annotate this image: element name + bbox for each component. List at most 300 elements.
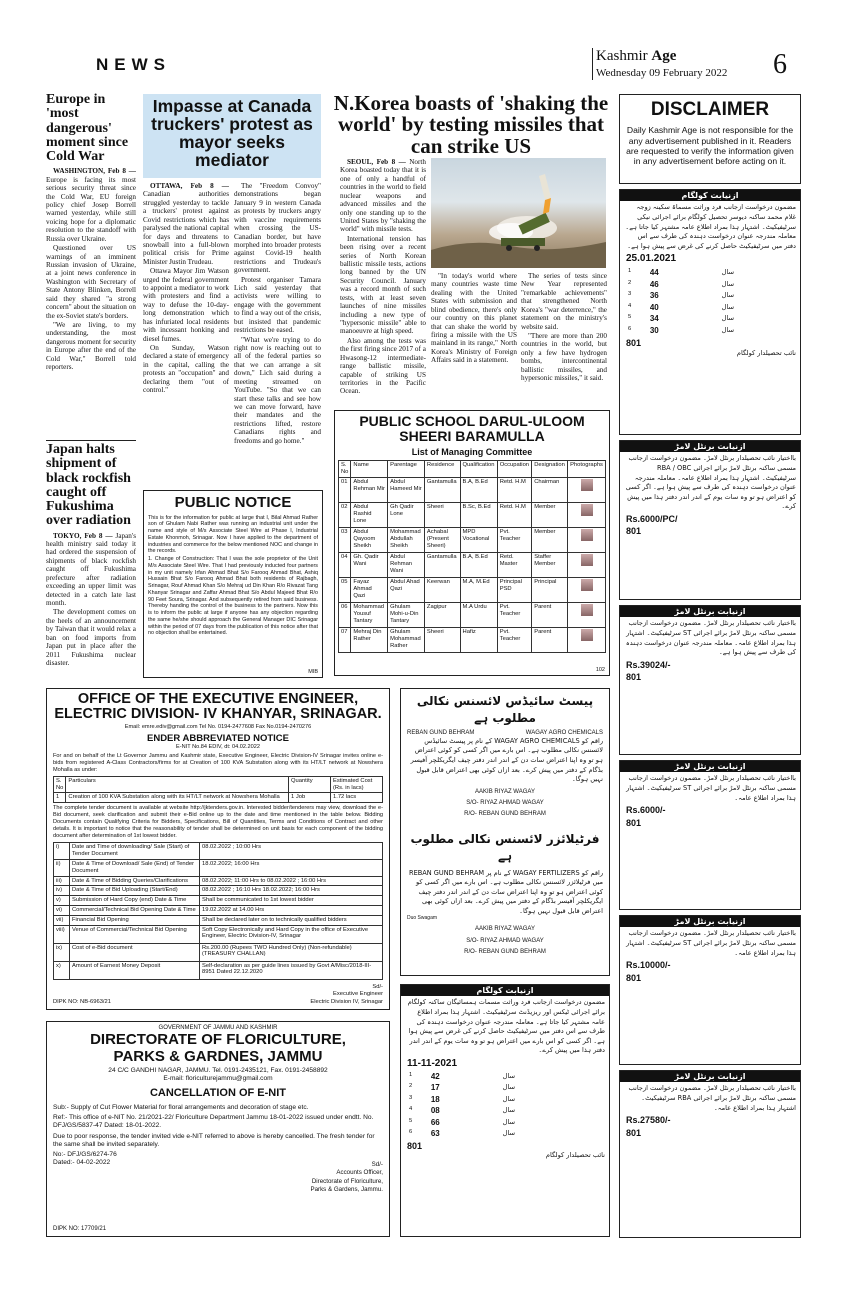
photo-cell <box>568 503 606 528</box>
canada-p6: "What we're trying to do right now is reaching out to all of the federal parties so that we can arrange a sit down," Lich said during a meeting streamed on YouTube. "So that we can start these talks and see how we can move forward, have their mandates and the restrictions lifted, restore Canadians rights and freedoms and go home." <box>234 335 321 445</box>
table-row <box>54 886 383 896</box>
cell: 5 <box>628 314 632 321</box>
korea-p1: North Korea boasted today that it is one of only a handful of countries in the world to field nuclear weapons and advanced missiles and the only one standing up to the United States by "shaking the world" with missile tests. <box>340 158 426 234</box>
floriculture-ad <box>46 1021 390 1237</box>
school-subtitle: List of Managing Committee <box>411 446 533 457</box>
cell: Achabal (Present Sheeri) <box>424 528 460 553</box>
cell: Amount of Earnest Money Deposit <box>70 961 200 979</box>
japan-headline: Japan halts shipment of black rockfish caught off Fukushima over radiation <box>46 442 131 529</box>
table-row <box>339 603 606 628</box>
public-notice-body: This is for the information for public at large that I, Bilal Ahmad Rather son of Ghulam Nabi Rather was running an industrial unit under the name and style of M/s Associate Steel Wire at Phase I, Industrial Estate Khonmoh, Srinagar. Now I have applied to the department of industries and commerce for the below mentioned NOC and change in the records. <box>148 514 318 555</box>
table-row <box>626 290 736 302</box>
floriculture-no: No:- DFJ/GS/6274-76 <box>53 1151 117 1159</box>
cell: Pvt. Teacher <box>497 603 532 628</box>
cell: ix) <box>54 943 70 961</box>
table-row <box>626 302 736 314</box>
notice-number: 801 <box>626 817 642 828</box>
pesticide-firm-line <box>407 730 603 737</box>
engineer-contact: Email: emre.ediv@gmail.com Tel No. 0194-2477608 Fax No.0194-2470276 <box>124 724 312 731</box>
cell: Principal PSD <box>497 578 532 603</box>
canada-p2: Ottawa Mayor Jim Watson urged the federal government to appoint a mediator to work with protesters and find a way to defuse the 10-day-long demonstration which has infuriated local residents with incessant honking and diesel fumes. <box>143 267 229 343</box>
cell: Sheeri <box>424 503 460 528</box>
cell: x) <box>54 961 70 979</box>
cell: سال <box>721 279 734 288</box>
cell: v) <box>54 896 70 906</box>
cell: Mohammad Abdullah Sheikh <box>388 528 425 553</box>
table-row <box>54 961 383 979</box>
cell: B.A, B.Ed <box>460 478 497 503</box>
table-row <box>339 478 606 503</box>
cell: viii) <box>54 925 70 943</box>
notice-body: بااختیار نائب تحصیلدار برنٹل لامڑ۔ مضمون درخواست ازجانب مسمی ساکنہ برنٹل لامڑ برائے اجرائی ST سرٹیفیکیٹ۔ اشتہار ہذا بمراد اطلاع عامہ۔ معاملہ مندرجہ عنوان درخواست دہندہ کی طرف سے پیش ہوا ہے۔ <box>625 619 796 657</box>
cell: 1 Job <box>289 793 331 803</box>
cell: Mohammad Yousuf Tantary <box>351 603 388 628</box>
korea-p3: Also among the tests was the first firing since 2017 of a Hwasong-12 intermediate-range ballistic missile, capable of striking US territories in the Pacific Ocean. <box>340 336 426 396</box>
cell: 06 <box>339 603 351 628</box>
japan-dateline: TOKYO, Feb 8 — <box>53 531 113 540</box>
notice-number: 801 <box>626 526 642 537</box>
public-notice-code: MIB <box>308 668 318 675</box>
logo-age: Age <box>651 48 677 64</box>
cell: 6 <box>628 325 632 332</box>
cell: ii) <box>54 859 70 876</box>
cell: Pvt. Teacher <box>497 528 532 553</box>
applicant-name: AAKIB RIYAZ WAGAY <box>475 926 535 933</box>
photo-cell <box>568 578 606 603</box>
cell: سال <box>502 1083 515 1092</box>
canada-p1: Canadian authorities struggled yesterday to tackle a truckers' protest against Covid restrictions which has paralysed the national capital for days and threatens to snowball into a full-blown political crisis for Prime Minister Justin Trudeau. <box>143 190 229 266</box>
cell: 1.72 lacs <box>331 793 383 803</box>
korea-dateline: SEOUL, Feb 8 — <box>347 158 406 166</box>
section-label: NEWS <box>96 55 171 74</box>
cell: Soft Copy Electronically and Hard Copy in the office of Executive Engineer, Electric Division-IV, Srinagar <box>200 925 383 943</box>
floriculture-dated: Dated:- 04-02-2022 <box>53 1159 111 1167</box>
pesticide-body: راقم کو WAGAY AGRO CHEMICALS کے نام پر پیسٹ سائیڈس لائسنس نکالی مطلوب ہے۔ اس بارے میں اگر کسی کو کوئی اعتراض ہو تو وہ اپنا اعتراض سات دن کے اندر اندر دفتر چیف ایگریکلچر آفیسر بڈگام کے دفتر میں پیش کرے۔ بعد ازاں کوئی بھی اعتراض قابل قبول نہیں ہوگا۔ <box>410 736 603 784</box>
cell: Parent <box>532 628 568 653</box>
photo-cell <box>568 628 606 653</box>
member-photo <box>581 554 593 566</box>
table-row <box>626 325 736 337</box>
cell: B.Sc, B.Ed <box>460 503 497 528</box>
europe-p2: Questioned over US warnings of an imminent Russian invasion of Ukraine, at a joint news conference in Washington with Secretary of State Antony Blinken, Borrell said they shared "a strong concern" about the situation on the ex-Soviet state's borders. <box>46 244 136 320</box>
cell: vi) <box>54 905 70 915</box>
japan-body <box>46 532 136 668</box>
cell: 42 <box>430 1071 440 1081</box>
table-row <box>339 578 606 603</box>
korea-headline: N.Korea boasts of 'shaking the world' by testing missiles that can strike US <box>333 91 609 158</box>
table-row <box>54 859 383 876</box>
signature-line: Directorate of Floriculture, <box>311 1177 383 1185</box>
engineer-intro: For and on behalf of the Lt Governor Jammu and Kashmir state, Executive Engineer, Electric Division-IV Srinagar invites online e-bids from registered A-Class Contractors/firms for at Creation of 100 KVA Substation along with its HT/LT network at Nowshera Mohalla as under: <box>53 752 383 773</box>
cell: Date & Time of Bidding Queries/Clarifications <box>70 876 200 886</box>
cell: 30 <box>649 325 659 335</box>
member-photo <box>581 604 593 616</box>
notice-amount: Rs.6000/PC/ <box>626 513 678 524</box>
floriculture-address: 24 C/C GANDHI NAGAR, JAMMU. Tel. 0191-2435121, Fax. 0191-2458892 <box>108 1067 328 1075</box>
notice-heading: ازنیابت کولگام <box>401 985 609 996</box>
divider <box>46 440 136 441</box>
engineer-item-table <box>53 776 383 803</box>
notice-heading: ازنیابت برنٹل لامڑ <box>620 441 800 452</box>
cell: B.A, B.Ed <box>460 553 497 578</box>
applicant-parent: S/O- RIYAZ AHMAD WAGAY <box>466 937 544 944</box>
canada-p5: Protest organiser Tamara Lich said yesterday that activists were willing to engage with the government to find a way out of the crisis, but insisted that pandemic restrictions be eased. <box>234 275 321 335</box>
missile-photo <box>431 158 606 268</box>
notice-body: بااختیار نائب تحصیلدار برنٹل لامڑ۔ مضمون درخواست ازجانب مسمی ساکنہ برنٹل لامڑ برائے اجرائی RBA / OBC سرٹیفیکیٹ۔ اشتہار ہذا بمراد اطلاع عامہ۔ معاملہ مندرجہ عنوان درخواست دہندہ کی طرف سے پیش ہوا ہے۔ اگر کسی کو اعتراض ہو تو وہ سات یوم کے اندر اندر دفتر ہذا میں پیش کرے۔ <box>625 454 796 511</box>
cell: Commercial/Technical Bid Opening Date & Time <box>70 905 200 915</box>
cell: سال <box>502 1071 515 1080</box>
col-header: S. No <box>339 461 351 478</box>
table-row <box>54 776 383 793</box>
table-row <box>626 313 736 325</box>
pesticide-applicant <box>407 787 603 821</box>
table-row <box>54 896 383 906</box>
cell: Retd. Master <box>497 553 532 578</box>
engineer-title-2: ELECTRIC DIVISION- IV KHANYAR, SRINAGAR. <box>54 706 382 723</box>
korea-col3 <box>521 272 607 400</box>
floriculture-sub: Sub:- Supply of Cut Flower Material for floral arrangements and decoration of stage etc. <box>53 1103 309 1111</box>
korea-p4: "In today's world where many countries waste time dealing with the United States with submission and blind obedience, there's only our country on this planet that can shake the world by firing a missile with the US mainland in its range," North Korea's Ministry of Foreign Affairs said in a statement. <box>431 272 517 365</box>
cell: 04 <box>339 553 351 578</box>
cell: 6 <box>409 1129 413 1136</box>
cell: سال <box>502 1117 515 1126</box>
signature-line: Accounts Officer, <box>336 1169 383 1177</box>
notice-amount: Rs.10000/- <box>626 960 671 971</box>
age-table <box>626 267 736 336</box>
school-title-1: PUBLIC SCHOOL DARUL-ULOOM <box>359 413 585 429</box>
table-row <box>54 943 383 961</box>
cell: 2 <box>628 279 632 286</box>
notice-number: 801 <box>626 338 642 349</box>
applicant-name: AAKIB RIYAZ WAGAY <box>475 788 535 795</box>
masthead-divider <box>592 48 593 80</box>
cell: 17 <box>430 1083 440 1093</box>
engineer-schedule-table <box>53 842 383 979</box>
canada-col1 <box>143 182 229 480</box>
floriculture-ref: Ref:- This office of e-NIT No. 21/2021-22/ Floriculture Department Jammu 18-01-2022 issued under endtt. No. DFJ/GS/5837-47 Dated: 18-01-2022. <box>53 1114 374 1130</box>
cell: 05 <box>339 578 351 603</box>
cell: 4 <box>628 302 632 309</box>
cell: 3 <box>628 291 632 298</box>
cell: Abdul Rashid Lone <box>351 503 388 528</box>
member-photo <box>581 529 593 541</box>
notice-number: 801 <box>626 1127 642 1138</box>
cell: 1 <box>628 267 632 274</box>
table-row <box>626 279 736 291</box>
signature-line: Parks & Gardens, Jammu. <box>310 1186 383 1194</box>
table-row <box>407 1094 517 1106</box>
notice-amount: Rs.39024/- <box>626 659 671 670</box>
table-row <box>626 267 736 279</box>
korea-story <box>330 93 612 157</box>
engineer-nit: E-NIT No.84 EDIV, dt: 04.02.2022 <box>176 744 260 751</box>
pesticide-place: REBAN GUND BEHRAM <box>407 729 475 736</box>
col-header: Name <box>351 461 388 478</box>
col-header: Estimated Cost (Rs. in lacs) <box>331 776 383 793</box>
cell: 07 <box>339 628 351 653</box>
committee-header-row <box>339 461 606 478</box>
cell: Sheeri <box>424 628 460 653</box>
fertilizer-body: راقم کو WAGAY FERTILIZERS کے نام پر REBAN GUND BEHRAM میں فرٹیلائزر لائسنس نکالی مطلوب ہے۔ اس بارے میں اگر کسی کو کوئی اعتراض ہو تو وہ اپنا اعتراض سات دن کے اندر اندر دفتر چیف ایگریکلچر آفیسر بڈگام کے دفتر میں پیش کرے۔ بعد ازاں کوئی بھی اعتراض قابل قبول نہیں ہوگا۔ <box>409 868 603 915</box>
public-notice-title: PUBLIC NOTICE <box>174 494 292 511</box>
notice-date: 25.01.2021 <box>626 253 677 265</box>
urdu-notice-lamar-3 <box>619 760 801 910</box>
pesticide-title: پیسٹ سائیڈس لائسنس نکالی مطلوب ہے <box>416 694 594 726</box>
table-row <box>407 1105 517 1117</box>
table-row <box>54 843 383 860</box>
canada-headline-box <box>143 94 321 178</box>
floriculture-title-1: DIRECTORATE OF FLORICULTURE, <box>90 1031 346 1049</box>
col-header: Photographs <box>568 461 606 478</box>
cell: سال <box>721 267 734 276</box>
cell: Date & Time of Download/ Sale (End) of Tender Document <box>70 859 200 876</box>
cell: سال <box>721 302 734 311</box>
notice-body: بااختیار نائب تحصیلدار برنٹل لامڑ۔ مضمون درخواست ازجانب مسمی ساکنہ برنٹل لامڑ برائے اجرائی ST سرٹیفیکیٹ۔ اشتہار ہذا بمراد اطلاع عامہ۔ <box>626 774 796 802</box>
notice-amount: Rs.27580/- <box>626 1115 671 1126</box>
cell: i) <box>54 843 70 860</box>
notice-number: 801 <box>626 972 642 983</box>
col-header: Designation <box>532 461 568 478</box>
canada-p3: On Sunday, Watson declared a state of emergency in the capital, calling the protests an "occupation" and declaring them "out of control." <box>143 344 229 395</box>
cell: 34 <box>649 314 659 324</box>
fertilizer-title: فرٹیلائزر لائسنس نکالی مطلوب ہے <box>410 831 600 864</box>
cell: vii) <box>54 915 70 925</box>
europe-headline: Europe in 'most dangerous' moment since Cold War <box>46 92 129 165</box>
cell: Ghulam Mohi-u-Din Tantary <box>388 603 425 628</box>
masthead-date: Wednesday 09 February 2022 <box>596 67 728 79</box>
cell: Financial Bid Opening <box>70 915 200 925</box>
cell: Pvt. Teacher <box>497 628 532 653</box>
table-row <box>54 876 383 886</box>
col-header: S. No <box>54 776 66 793</box>
cell: 1 <box>54 793 66 803</box>
fertilizer-applicant <box>407 924 603 958</box>
japan-p2: The development comes on the heels of an announcement by Taiwan that it would relax a ban on food imports from Japan put in place after the 2011 Fukushima nuclear disaster. <box>46 608 136 667</box>
cell: 4 <box>409 1106 413 1113</box>
cell: Cost of e-Bid document <box>70 943 200 961</box>
member-photo <box>581 629 593 641</box>
member-photo <box>581 504 593 516</box>
cell: MPD Vocational <box>460 528 497 553</box>
table-row <box>339 528 606 553</box>
canada-dateline: OTTAWA, Feb 8 — <box>150 182 229 190</box>
notice-heading: ازنیابت کولگام <box>620 190 800 201</box>
table-row <box>54 905 383 915</box>
cell: Parent <box>532 603 568 628</box>
table-row <box>339 628 606 653</box>
cell: Abdul Rehman Wani <box>388 553 425 578</box>
urdu-notice-kulgam-2 <box>400 984 610 1237</box>
cell: سال <box>721 314 734 323</box>
member-photo <box>581 479 593 491</box>
engineer-title-1: OFFICE OF THE EXECUTIVE ENGINEER, <box>77 691 359 707</box>
cell: Date & Time of Bid Uploading (Start/End) <box>70 886 200 896</box>
cell: 3 <box>409 1094 413 1101</box>
cell: 08.02.2022; 11:00 Hrs to 08.02.2022 ; 16:00 Hrs <box>200 876 383 886</box>
page-number: 6 <box>773 49 787 80</box>
floriculture-email: E-mail: floriculturejammu@gmail.com <box>163 1074 273 1082</box>
cell: Member <box>532 503 568 528</box>
cell: Chairman <box>532 478 568 503</box>
cell: 19.02.2022 at 14.00 Hrs <box>200 905 383 915</box>
cell: 66 <box>430 1117 440 1127</box>
applicant-parent: S/O- RIYAZ AHMAD WAGAY <box>466 799 544 806</box>
floriculture-dipk: DIPK NO: 17709/21 <box>53 1225 107 1232</box>
disclaimer-body: Daily Kashmir Age is not responsible for the any advertisement published in it. Readers are requested to verify the information given in any advertisement before acting on it. <box>626 125 794 167</box>
fertilizer-label: Duo Swagam <box>407 915 438 922</box>
masthead-logo <box>596 48 676 66</box>
notice-heading: ازنیابت برنٹل لامڑ <box>620 916 800 927</box>
table-row <box>407 1128 517 1140</box>
cell: 40 <box>649 302 659 312</box>
table-row <box>339 503 606 528</box>
table-row <box>54 793 383 803</box>
pesticide-firm: WAGAY AGRO CHEMICALS <box>525 729 603 736</box>
applicant-residence: R/O- REBAN GUND BEHRAM <box>464 811 546 818</box>
col-header: Parentage <box>388 461 425 478</box>
signature-line: Sd/- <box>372 983 383 990</box>
cell: Submission of Hard Copy (end) Date & Time <box>70 896 200 906</box>
cell: 18.02.2022; 16:00 Hrs <box>200 859 383 876</box>
cell: Principal <box>532 578 568 603</box>
cell: 63 <box>430 1129 440 1139</box>
cell: 46 <box>649 279 659 289</box>
cell: Abdul Ahad Qazi <box>388 578 425 603</box>
cell: 01 <box>339 478 351 503</box>
signature-line: Executive Engineer <box>333 991 383 998</box>
notice-signature: نائب تحصیلدار کولگام <box>736 348 796 357</box>
notice-heading: ازنیابت برنٹل لامڑ <box>620 761 800 772</box>
table-row <box>407 1082 517 1094</box>
cell: Abdul Rehman Mir <box>351 478 388 503</box>
cell: Shall be communicated to 1st lowest bidder <box>200 896 383 906</box>
photo-cell <box>568 478 606 503</box>
license-ads <box>400 688 610 976</box>
cell: Fayaz Ahmad Qazi <box>351 578 388 603</box>
cell: سال <box>721 325 734 334</box>
canada-headline: Impasse at Canada truckers' protest as mayor seeks mediator <box>151 96 313 170</box>
floriculture-body: Due to poor response, the tender invited vide e-NIT referred to above is hereby cancelled. The fresh tender for the same shall be invited separately. <box>53 1132 375 1148</box>
member-photo <box>581 579 593 591</box>
engineer-dipk: DIPK NO: NB-6963/21 <box>53 999 111 1006</box>
urdu-notice-lamar-1 <box>619 440 801 600</box>
cell: 03 <box>339 528 351 553</box>
cell: Gh. Qadir Wani <box>351 553 388 578</box>
age-table <box>407 1071 517 1140</box>
cell: Retd. H.M <box>497 503 532 528</box>
europe-body <box>46 167 136 371</box>
photo-cell <box>568 603 606 628</box>
cell: M.A Urdu <box>460 603 497 628</box>
school-title-2: SHEERI BARAMULLA <box>399 428 545 445</box>
floriculture-heading: CANCELLATION OF E-NIT <box>149 1086 287 1099</box>
korea-p6: "There are more than 200 countries in the world, but only a few have hydrogen bombs, intercontinental ballistic missiles, and hypersonic missiles," it said. <box>521 331 607 383</box>
committee-table <box>338 460 606 653</box>
floriculture-gov: GOVERNMENT OF JAMMU AND KASHMIR <box>158 1025 278 1031</box>
cell: Zagipur <box>424 603 460 628</box>
cell: 36 <box>649 291 659 301</box>
cell: سال <box>502 1106 515 1115</box>
signature-line: Sd/- <box>371 1160 383 1168</box>
notice-body: بااختیار نائب تحصیلدار برنٹل لامڑ۔ مضمون درخواست ازجانب مسمی ساکنہ برنٹل لامڑ برائے اجرائی ST سرٹیفیکیٹ۔ اشتہار ہذا بمراد اطلاع عامہ۔ <box>626 929 796 957</box>
notice-number: 801 <box>626 672 642 683</box>
photo-cell <box>568 553 606 578</box>
missile-launch-image <box>431 158 606 268</box>
table-row <box>407 1071 517 1083</box>
disclaimer-box <box>619 94 801 184</box>
table-row <box>339 553 606 578</box>
col-header: Quantity <box>289 776 331 793</box>
notice-amount: Rs.6000/- <box>626 805 666 816</box>
korea-col1 <box>340 158 426 398</box>
notice-number: 801 <box>407 1140 423 1151</box>
canada-p4: The "Freedom Convoy" demonstrations began January 9 in western Canada as protests by truckers angry with vaccine requirements when crossing the US-Canadian border, but have morphed into broader protests against Covid-19 health restrictions and Trudeau's government. <box>234 182 321 275</box>
urdu-notice-lamar-4 <box>619 915 801 1065</box>
urdu-notice-lamar-5 <box>619 1070 801 1238</box>
table-row <box>407 1117 517 1129</box>
cell: Ghulam Mohammad Rather <box>388 628 425 653</box>
cell: 02 <box>339 503 351 528</box>
korea-col2 <box>431 272 517 400</box>
notice-heading: ازنیابت برنٹل لامڑ <box>620 606 800 617</box>
table-row <box>54 925 383 943</box>
korea-p5: The series of tests since New Year represented "remarkable achievements" that strengthened North Korea's "war deterrence," the statement on the ministry's website said. <box>521 272 607 331</box>
canada-col2 <box>234 182 321 480</box>
school-ad-code: 102 <box>595 666 605 673</box>
korea-p2: International tension has been rising over a recent series of North Korean ballistic missile tests, actions long banned by the UN Security Council. January was a record month of such tests, with at least seven launches of nine missiles including a new type of "hypersonic missile" able to manoeuvre at high speed. <box>340 234 426 336</box>
cell: Staffer Member <box>532 553 568 578</box>
table-row <box>54 915 383 925</box>
cell: Gantamulla <box>424 478 460 503</box>
cell: 08.02.2022 ; 10:00 Hrs <box>200 843 383 860</box>
europe-story <box>46 93 136 372</box>
cell: Date and Time of downloading/ Sale (Start) of Tender Document <box>70 843 200 860</box>
executive-engineer-ad <box>46 688 390 1010</box>
cell: Rs.200.00 (Rupees TWO Hundred Only) (Non-refundable) (TREASURY CHALLAN) <box>200 943 383 961</box>
public-notice <box>143 490 323 678</box>
cell: Self-declaration as per guide lines issued by Govt A/Misc/2018-III-8951 Dated 22.12.2020 <box>200 961 383 979</box>
school-committee-ad <box>334 410 610 676</box>
cell: سال <box>502 1094 515 1103</box>
notice-date: 11-11-2021 <box>407 1057 458 1069</box>
logo-kashmir: Kashmir <box>596 48 648 64</box>
cell: Abdul Hameed Mir <box>388 478 425 503</box>
cell: Shall be declared later on to technically qualified bidders <box>200 915 383 925</box>
engineer-heading: ENDER ABBREVIATED NOTICE <box>147 733 289 745</box>
cell: 2 <box>409 1083 413 1090</box>
engineer-para: The complete tender document is available at website http://jktenders.gov.in. Interested bidder/tenderers may view, download the e-Bid document, seek clarification and submit their e-Bid online up to the date and time mentioned in the table below. Bidding Documents contain Qualifying Criteria for Bidders, Specifications, Bill of Quantities, Terms and Conditions of Contract and other details. It is important to notice that the reasonability of tender shall be determined on unit basis for each component of the bidding document after determination of 1st lowest bidder. <box>53 805 383 840</box>
cell: Member <box>532 528 568 553</box>
applicant-residence: R/O- REBAN GUND BEHRAM <box>464 948 546 955</box>
cell: 08 <box>430 1106 440 1116</box>
signature-line: Electric Division IV, Srinagar <box>310 998 383 1005</box>
col-header: Occupation <box>497 461 532 478</box>
cell: Gh Qadir Lone <box>388 503 425 528</box>
europe-dateline: WASHINGTON, Feb 8 — <box>53 167 136 176</box>
notice-signature: نائب تحصیلدار کولگام <box>545 1151 605 1160</box>
disclaimer-title: DISCLAIMER <box>650 99 770 120</box>
urdu-notice-kulgam <box>619 189 801 435</box>
cell: سال <box>721 291 734 300</box>
japan-story <box>46 443 136 668</box>
notice-heading: ازنیابت برنٹل لامڑ <box>620 1071 800 1082</box>
cell: M.A, M.Ed <box>460 578 497 603</box>
europe-p1: Europe is facing its most serious security threat since the Cold War, EU foreign policy chief Josep Borrell warned yesterday, while still voicing hope for a diplomatic resolution to the standoff with Russia over Ukraine. <box>46 175 136 243</box>
cell: 08.02.2022 ; 16:10 Hrs 18.02.2022; 16:00 Hrs <box>200 886 383 896</box>
col-header: Residence <box>424 461 460 478</box>
cell: iii) <box>54 876 70 886</box>
europe-p3: "We are living, to my understanding, the most dangerous moment for security in Europe after the end of the Cold War," Borrell told reporters. <box>46 320 136 372</box>
